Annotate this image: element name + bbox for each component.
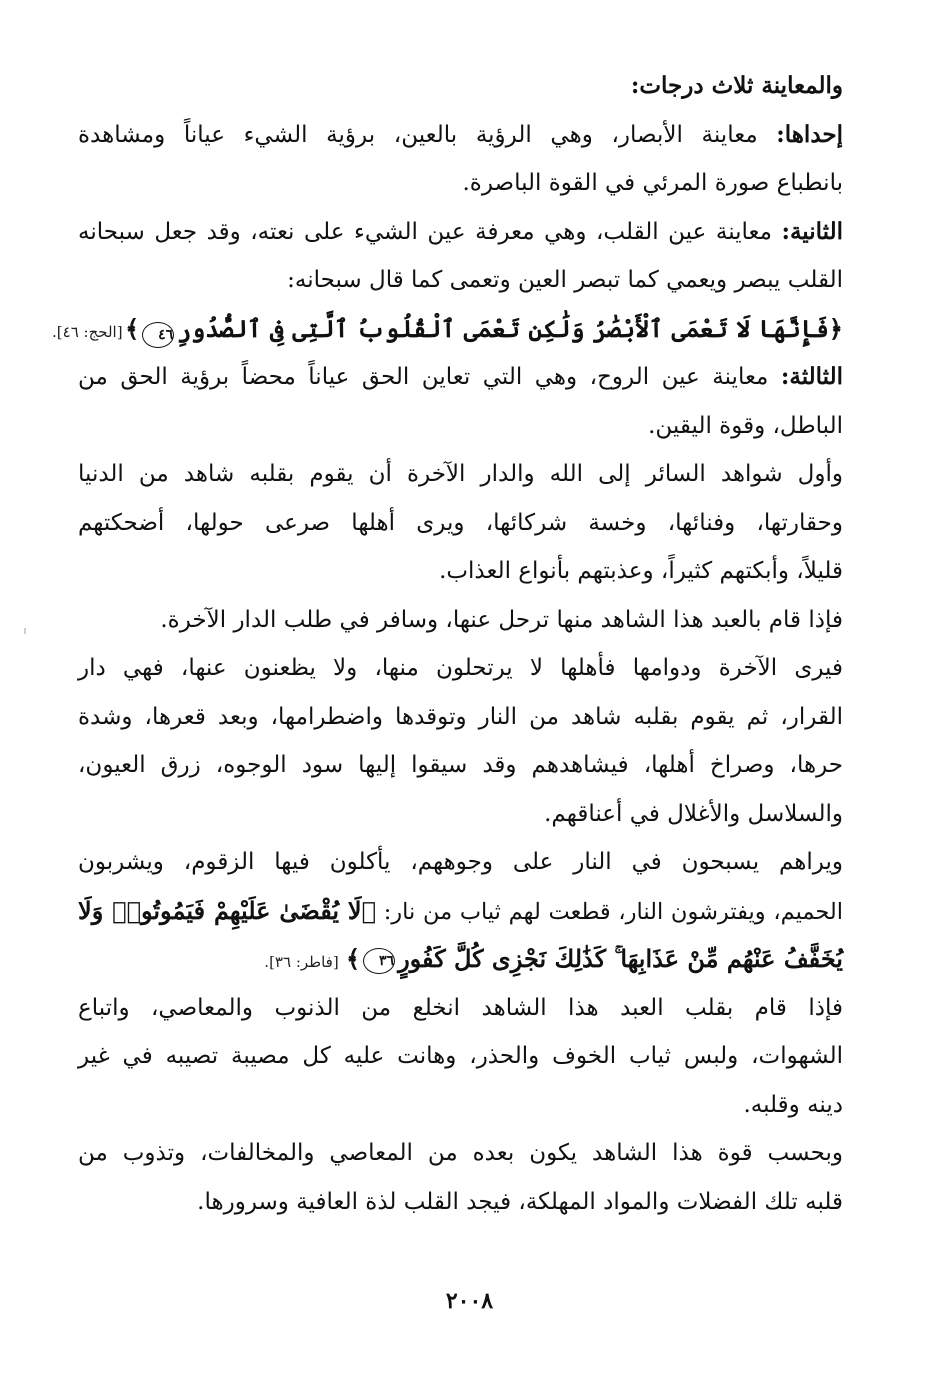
section-heading: والمعاينة ثلاث درجات: <box>630 72 843 99</box>
quran-verse: يُخَفَّفُ عَنْهُم مِّنْ عَذَابِهَا ۚ كَذَٰلِكَ نَجْزِى كُلَّ كَفُورٍ <box>398 944 843 973</box>
text-line-3 <box>78 208 843 257</box>
line-text: قليلاً، وأبكتهم كثيراً، وعذبتهم بأنواع العذاب. <box>439 558 843 584</box>
text-line-12 <box>78 644 843 693</box>
text-line-19 <box>78 984 843 1033</box>
text-line-4 <box>78 256 843 305</box>
text-line-22 <box>78 1129 843 1178</box>
line-text: حرها، وصراخ أهلها، فيشاهدهم وقد سيقوا إليها سود الوجوه، زرق العيون، <box>78 752 843 778</box>
line-text: معاينة عين القلب، وهي معرفة عين الشيء على نعته، وقد جعل سبحانه <box>78 218 782 245</box>
text-line-21 <box>78 1081 843 1130</box>
line-text: فإذا قام بالعبد هذا الشاهد منها ترحل عنها، وسافر في طلب الدار الآخرة. <box>160 606 843 633</box>
line-text: الحميم، ويفترشون النار، قطعت لهم ثياب من نار: <box>376 898 844 925</box>
page-body <box>52 62 844 1226</box>
line-text: وبحسب قوة هذا الشاهد يكون بعده من المعاصي والمخالفات، وتذوب من <box>78 1140 843 1166</box>
line-lead: الثانية: <box>781 217 843 245</box>
text-line-2 <box>78 159 843 208</box>
text-line-15 <box>78 790 843 839</box>
quran-close-bracket: ﴾ <box>125 313 140 343</box>
text-line-13 <box>78 693 843 742</box>
text-line-7 <box>78 402 843 451</box>
text-line-17 <box>78 887 843 936</box>
page-number: ٢٠٠٨ <box>445 1288 494 1314</box>
ayah-number-marker: ٤٦ <box>142 322 174 348</box>
line-text: فإذا قام بقلب العبد هذا الشاهد انخلع من الذنوب والمعاصي، واتباع <box>78 994 843 1021</box>
quran-verse: ﴿لَا يُقْضَىٰ عَلَيْهِمْ فَيَمُوتُوا۟ وَلَا <box>78 895 377 925</box>
verse-reference: [فاطر: ٣٦]. <box>264 953 339 971</box>
text-line-16 <box>78 838 843 887</box>
line-text: الباطل، وقوة اليقين. <box>648 412 843 439</box>
line-text: قلبه تلك الفضلات والمواد المهلكة، فيجد القلب لذة العافية وسرورها. <box>197 1188 843 1215</box>
line-text: معاينة الأبصار، وهي الرؤية بالعين، برؤية الشيء عياناً ومشاهدة <box>78 121 777 148</box>
quran-verse-line <box>52 305 843 354</box>
text-line-9 <box>78 499 843 548</box>
line-text: فيرى الآخرة ودوامها فأهلها لا يرتحلون منها، ولا يظعنون عنها، فهي دار <box>78 655 843 681</box>
line-text: وحقارتها، وفنائها، وخسة شركائها، ويرى أهلها صرعى حولها، أضحكتهم <box>78 509 843 536</box>
text-line-6 <box>78 353 843 402</box>
line-lead: الثالثة: <box>780 363 843 390</box>
quran-verse-line <box>78 935 843 984</box>
ayah-number-marker: ٣٦ <box>363 948 395 974</box>
text-line-1 <box>78 111 843 160</box>
text-line-10 <box>78 547 843 596</box>
line-text: بانطباع صورة المرئي في القوة الباصرة. <box>462 170 843 196</box>
line-text: الشهوات، ولبس ثياب الخوف والحذر، وهانت عليه كل مصيبة تصيبه في غير <box>78 1043 843 1069</box>
line-lead: إحداها: <box>776 120 843 148</box>
scan-mark <box>24 628 26 634</box>
line-text: والسلاسل والأغلال في أعناقهم. <box>544 800 843 827</box>
line-text: القرار، ثم يقوم بقلبه شاهد من النار وتوقدها واضطرامها، وبعد قعرها، وشدة <box>78 703 843 730</box>
verse-reference: [الحج: ٤٦]. <box>52 322 123 341</box>
text-line-8 <box>78 450 843 499</box>
text-line-11 <box>78 596 843 645</box>
text-line-23 <box>78 1178 843 1227</box>
line-text: معاينة عين الروح، وهي التي تعاين الحق عياناً محضاً برؤية الحق من <box>78 364 781 390</box>
line-text: ويراهم يسبحون في النار على وجوههم، يأكلون فيها الزقوم، ويشربون <box>78 849 844 875</box>
line-text: القلب يبصر ويعمي كما تبصر العين وتعمى كما قال سبحانه: <box>287 267 843 293</box>
text-line-14 <box>78 741 843 790</box>
text-line-20 <box>78 1032 843 1081</box>
line-text: دينه وقلبه. <box>743 1091 843 1118</box>
line-text: وأول شواهد السائر إلى الله والدار الآخرة أن يقوم بقلبه شاهد من الدنيا <box>78 461 843 487</box>
quran-verse: ﴿فَإِنَّهَا لَا تَعْمَى ٱلْأَبْصَٰرُ وَلَٰكِن تَعْمَى ٱلْقُلُوبُ ٱلَّتِى فِى ٱلصُّدُورِ <box>177 313 843 343</box>
quran-close-bracket: ﴾ <box>346 944 361 973</box>
